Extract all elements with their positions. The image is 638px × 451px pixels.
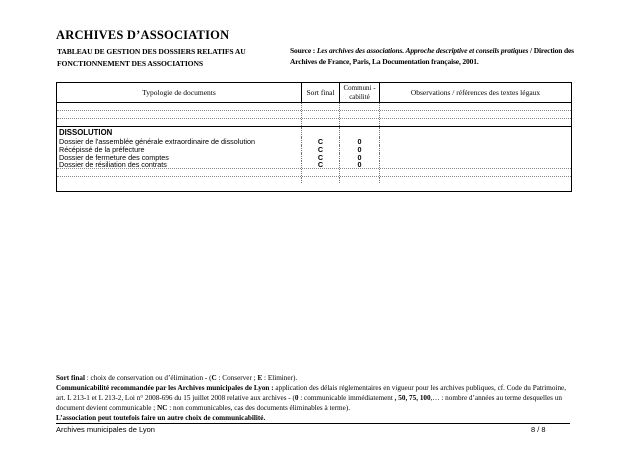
row-communicabilite: 0 bbox=[340, 145, 380, 153]
document-subtitle: TABLEAU DE GESTION DES DOSSIERS RELATIFS AU FONCTIONNEMENT DES ASSOCIATIONS bbox=[57, 47, 246, 68]
footer-divider bbox=[56, 423, 570, 424]
note-sort-final: Sort final : choix de conservation ou d’élimination - (C : Conserver ; E : Eliminer). bbox=[56, 374, 298, 382]
table-row bbox=[57, 177, 571, 183]
row-doc: Dossier de fermeture des comptes bbox=[57, 153, 302, 161]
header-typologie: Typologie de documents bbox=[57, 83, 302, 102]
table-row bbox=[57, 169, 571, 177]
table-row bbox=[57, 111, 571, 119]
source-label: Source : bbox=[290, 46, 316, 55]
management-table bbox=[56, 82, 572, 192]
table-row bbox=[57, 161, 571, 169]
header-sort-final: Sort final bbox=[302, 83, 340, 102]
document-title: ARCHIVES D’ASSOCIATION bbox=[56, 28, 230, 42]
source-rest: / Direction des Archives de France, Paris, La Documentation française, 2001. bbox=[290, 46, 574, 66]
legend-notes bbox=[56, 373, 576, 423]
section-dissolution: DISSOLUTION bbox=[57, 127, 302, 137]
table-row bbox=[57, 119, 571, 127]
row-communicabilite: 0 bbox=[340, 161, 380, 168]
footer-organization: Archives municipales de Lyon bbox=[56, 425, 155, 434]
row-sort: C bbox=[302, 145, 340, 153]
row-doc: Dossier de résiliation des contrats bbox=[57, 161, 302, 168]
row-doc: Récépissé de la préfecture bbox=[57, 145, 302, 153]
source-reference bbox=[290, 45, 585, 67]
row-communicabilite: 0 bbox=[340, 153, 380, 161]
note-communicabilite: Communicabilité recommandée par les Archives municipales de Lyon : application des délais réglementaires en vigueur pour les archives publiques, cf. Code du Patrimoine, art. L 213-1 et L 213-2, Loi n° 2008-696 du 15 juillet 2008 relative aux archives - (0 : communicable immédiatement , 50, 75, 100,… : nombre d’années au terme desquelles un document devient communicable ; NC : non communicables, cas des documents éliminables à terme). bbox=[56, 384, 567, 412]
row-sort: C bbox=[302, 137, 340, 145]
header-communicabilite bbox=[340, 83, 380, 102]
header-observations: Observations / références des textes légaux bbox=[410, 88, 541, 97]
table-header bbox=[57, 83, 571, 103]
source-title: Les archives des associations. Approche descriptive et conseils pratiques bbox=[316, 46, 529, 55]
header-communi-line2: cabilité bbox=[349, 92, 370, 101]
row-communicabilite: 0 bbox=[340, 137, 380, 145]
page-number: 8 / 8 bbox=[531, 425, 546, 434]
row-sort: C bbox=[302, 153, 340, 161]
table-body bbox=[57, 103, 571, 183]
header-communi-line1: Communi - bbox=[343, 83, 376, 92]
row-doc: Dossier de l'assemblée générale extraordinaire de dissolution bbox=[57, 137, 302, 145]
section-row bbox=[57, 127, 571, 137]
note-association-choice: L’association peut toutefois faire un autre choix de communicabilité. bbox=[56, 414, 266, 422]
row-sort: C bbox=[302, 161, 340, 168]
table-row bbox=[57, 103, 571, 111]
